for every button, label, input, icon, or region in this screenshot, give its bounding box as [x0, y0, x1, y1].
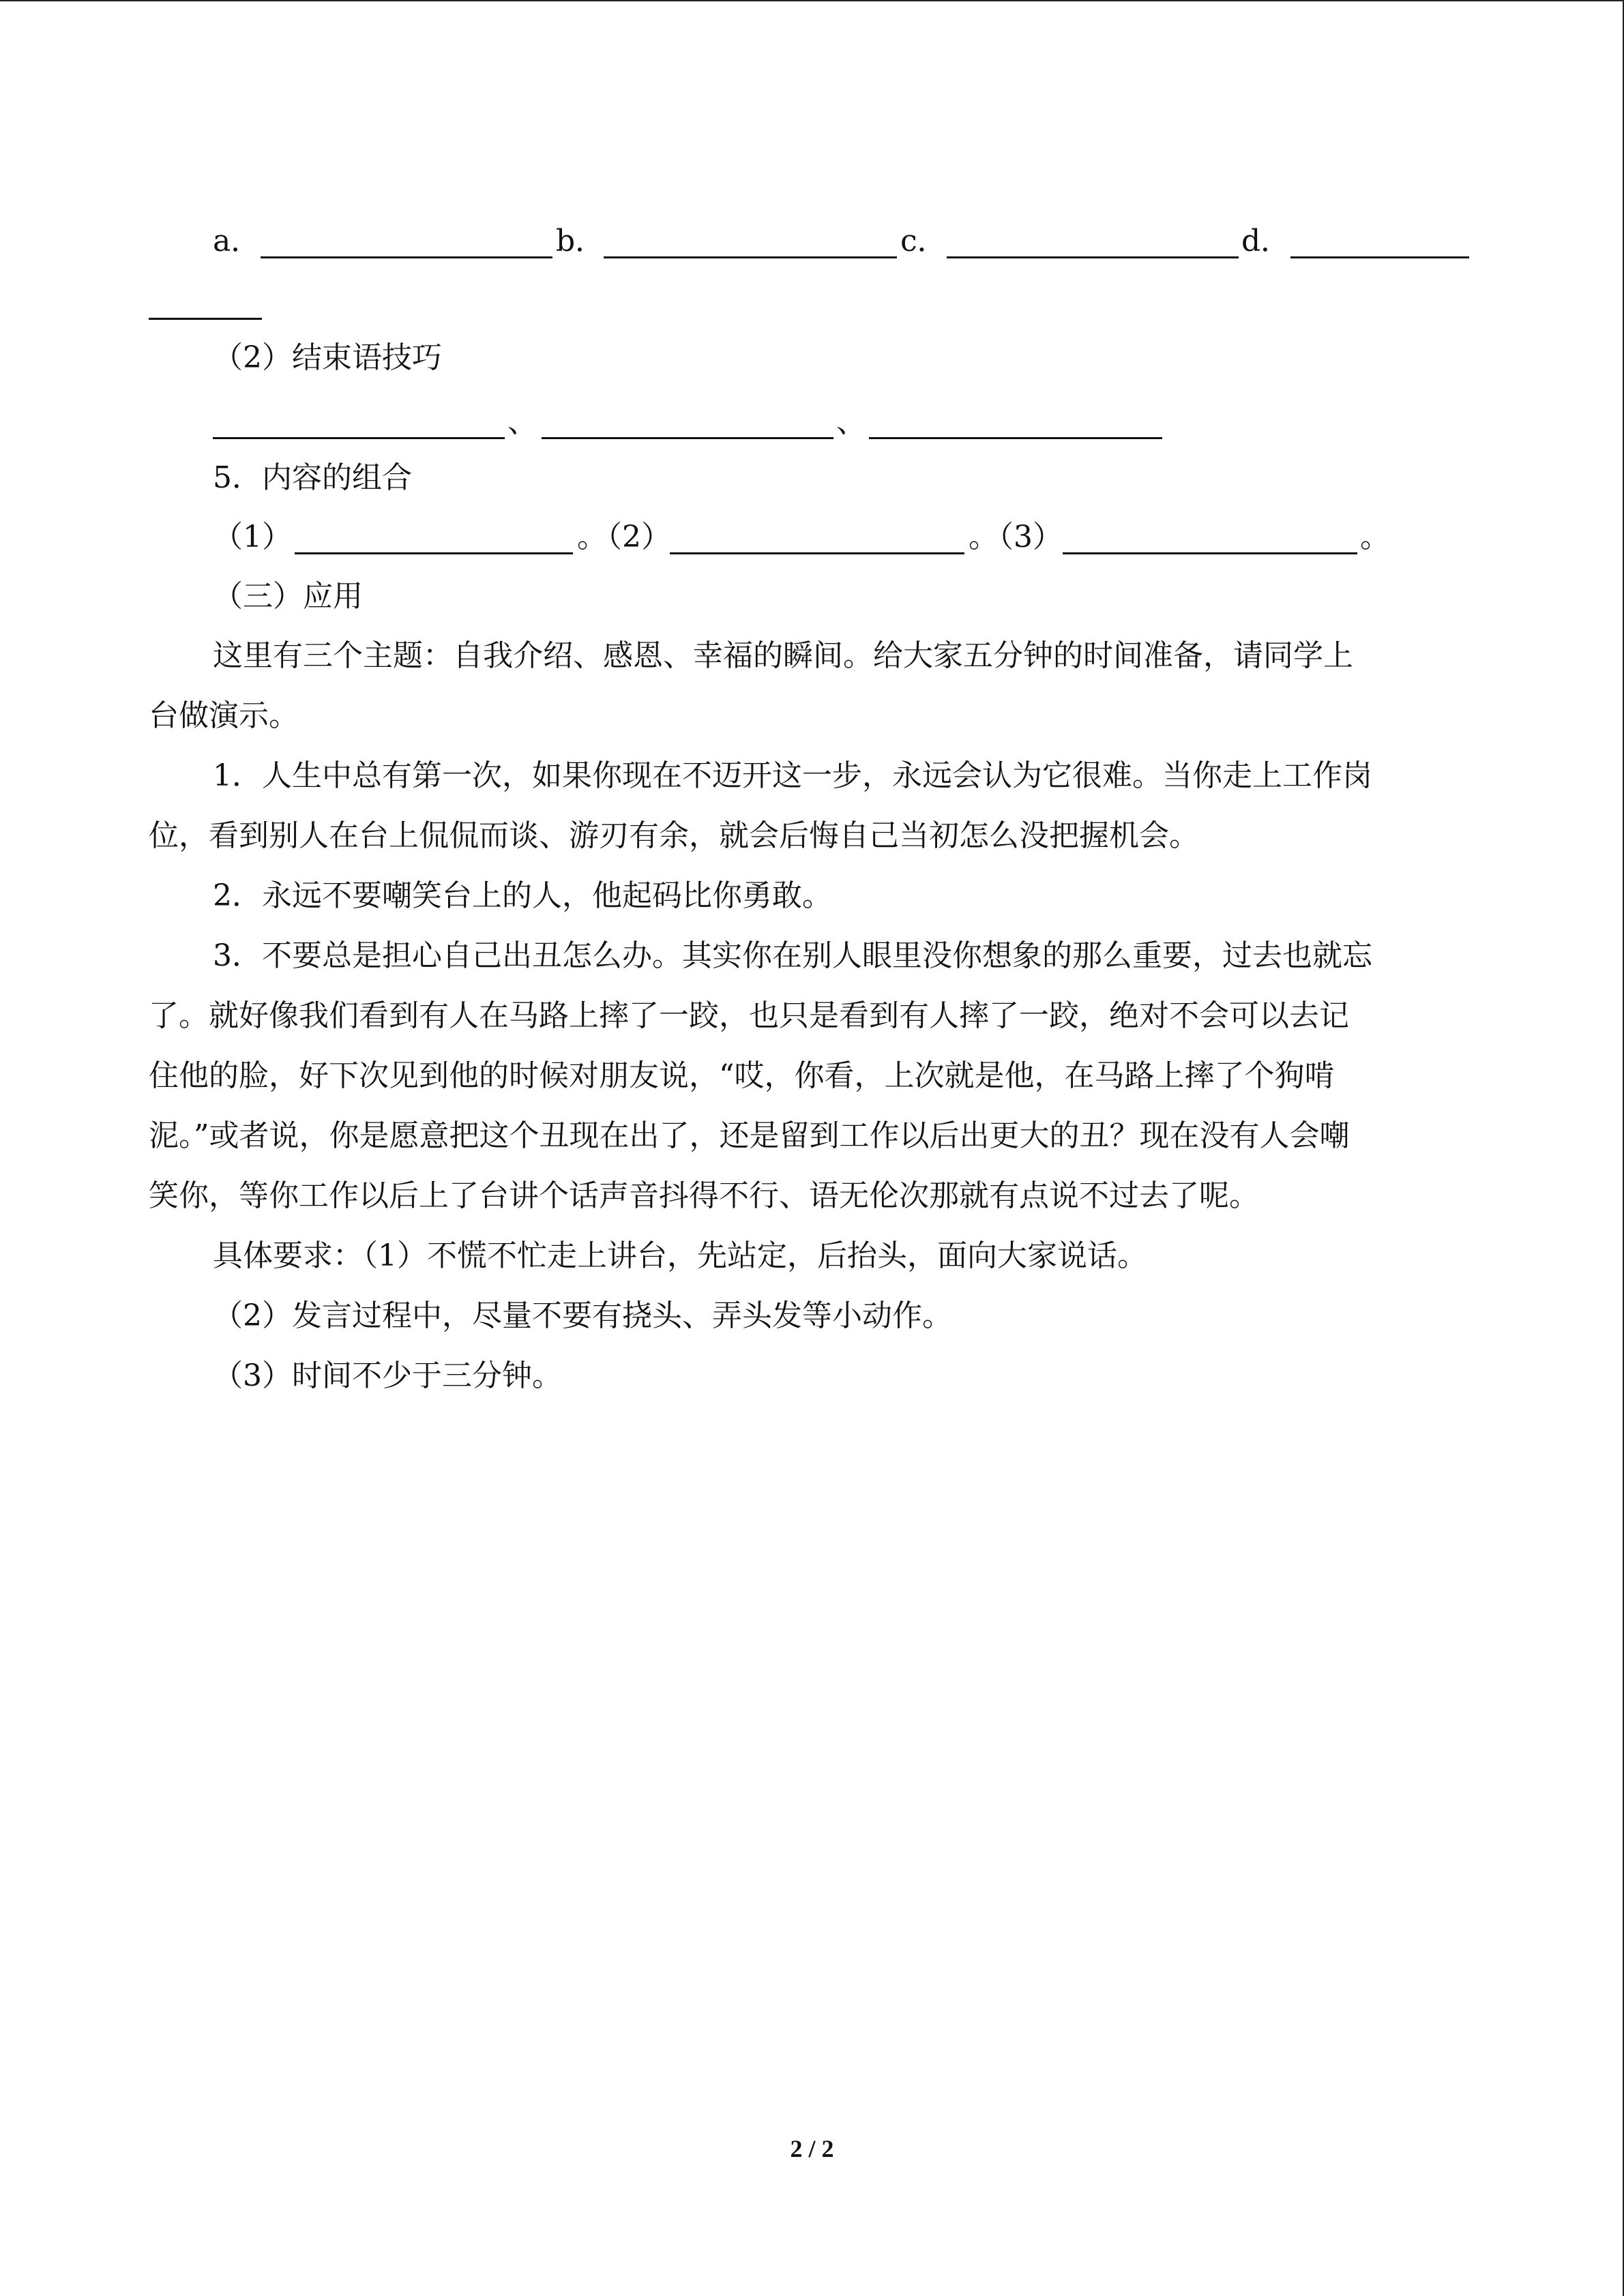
label-d: d． — [1241, 224, 1291, 258]
point3-text-2: 了。就好像我们看到有人在马路上摔了一跤，也只是看到有人摔了一跤，绝对不会可以去记 — [149, 998, 1349, 1033]
point1-text-1: 1．人生中总有第一次，如果你现在不迈开这一步，永远会认为它很难。当你走上工作岗 — [213, 758, 1372, 793]
item5-blank-1[interactable] — [295, 517, 573, 554]
application-heading: （三）应用 — [213, 579, 363, 614]
point1-text-2: 位，看到别人在台上侃侃而谈、游刃有余，就会后悔自己当初怎么没把握机会。 — [149, 818, 1199, 853]
closing-blank-2[interactable] — [542, 402, 833, 439]
blank-d[interactable] — [1290, 221, 1469, 258]
item5-end: 。 — [1360, 520, 1390, 554]
blank-a[interactable] — [261, 221, 552, 258]
intro-text-1: 这里有三个主题：自我介绍、感恩、幸福的瞬间。给大家五分钟的时间准备，请同学上 — [213, 638, 1353, 673]
label-c: c． — [900, 224, 947, 258]
point3-text-5: 笑你，等你工作以后上了台讲个话声音抖得不行、语无伦次那就有点说不过去了呢。 — [149, 1178, 1259, 1213]
item5-heading: 5．内容的组合 — [213, 460, 412, 495]
intro-text-2: 台做演示。 — [149, 698, 299, 733]
closing-heading: （2）结束语技巧 — [213, 340, 442, 375]
closing-separator-2: 、 — [836, 404, 866, 439]
requirement-1: 具体要求：（1）不慌不忙走上讲台，先站定，后抬头，面向大家说话。 — [213, 1238, 1147, 1273]
point2-text: 2．永远不要嘲笑台上的人，他起码比你勇敢。 — [213, 878, 832, 913]
item5-label-1: （1） — [213, 520, 292, 554]
point3-text-4: 泥。”或者说，你是愿意把这个丑现在出了，还是留到工作以后出更大的丑？现在没有人会嘲 — [149, 1118, 1350, 1153]
label-b: b． — [556, 224, 606, 258]
item5-label-3: 。（3） — [969, 520, 1063, 554]
closing-blank-3[interactable] — [869, 402, 1162, 439]
item5-blank-2[interactable] — [670, 517, 964, 554]
blank-d-continued[interactable] — [149, 282, 262, 320]
point3-text-3: 住他的脸，好下次见到他的时候对朋友说，“哎，你看，上次就是他，在马路上摔了个狗啃 — [149, 1058, 1335, 1093]
item5-label-2: 。（2） — [577, 520, 671, 554]
requirement-3: （3）时间不少于三分钟。 — [213, 1358, 562, 1393]
label-a: a． — [213, 224, 261, 258]
closing-blank-1[interactable] — [213, 402, 505, 439]
blank-b[interactable] — [604, 221, 897, 258]
item5-blank-3[interactable] — [1063, 517, 1357, 554]
blank-c[interactable] — [947, 221, 1239, 258]
point3-text-1: 3．不要总是担心自己出丑怎么办。其实你在别人眼里没你想象的那么重要，过去也就忘 — [213, 938, 1372, 973]
closing-separator-1: 、 — [507, 404, 537, 439]
requirement-2: （2）发言过程中，尽量不要有挠头、弄头发等小动作。 — [213, 1298, 952, 1333]
page-number: 2 / 2 — [790, 2135, 834, 2162]
